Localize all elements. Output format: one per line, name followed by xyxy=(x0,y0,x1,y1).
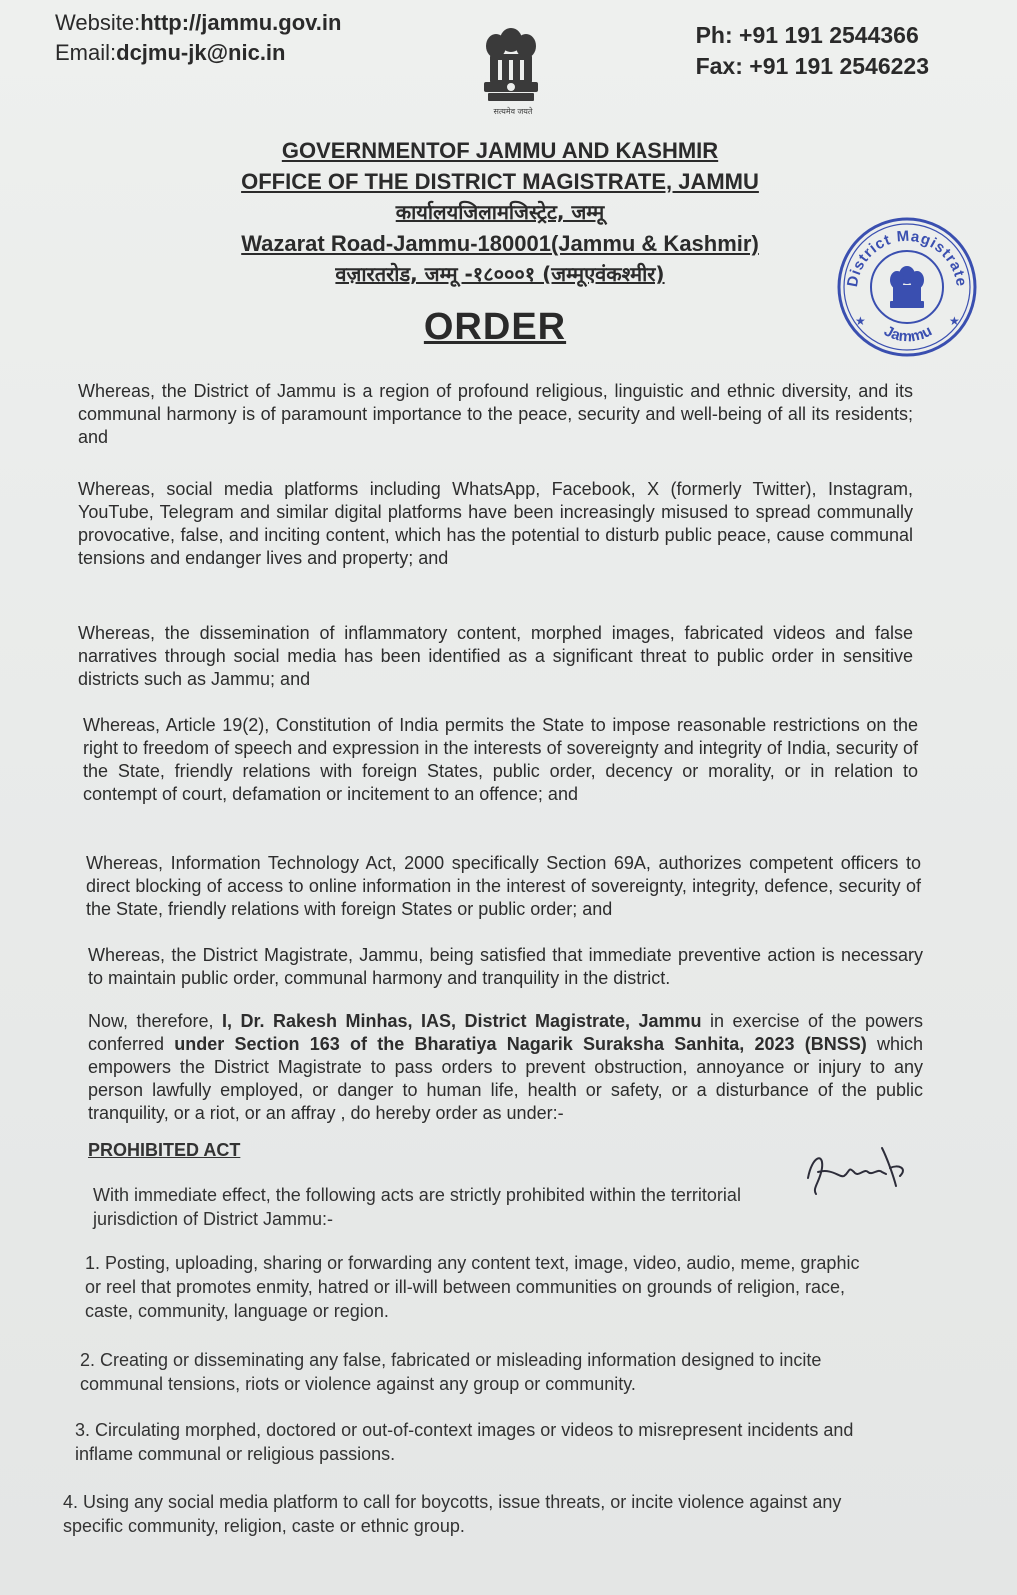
paragraph-2: Whereas, social media platforms including WhatsApp, Facebook, X (formerly Twitter), Instagram, YouTube, Telegram and similar digital platforms have been increasingly misused to spread communally provocative, false, and inciting content, which has the potential to disturb public peace, cause communal tensions and endanger lives and property; and xyxy=(78,479,913,568)
website-row xyxy=(55,8,341,38)
prohibited-intro: With immediate effect, the following acts are strictly prohibited within the territorial jurisdiction of District Jammu:- xyxy=(93,1185,741,1229)
prohibited-item-4: 4. Using any social media platform to call for boycotts, issue threats, or incite violence against any specific community, religion, caste or ethnic group. xyxy=(63,1492,842,1536)
seal-bottom-text: Jammu xyxy=(881,322,935,346)
contact-left xyxy=(55,8,341,68)
government-title: GOVERNMENTOF JAMMU AND KASHMIR xyxy=(281,138,719,163)
svg-text:Jammu xyxy=(881,322,935,345)
prohibited-item-2: 2. Creating or disseminating any false, fabricated or misleading information designed to incite communal tensions, riots or violence against any group or community. xyxy=(80,1350,822,1394)
national-emblem-icon xyxy=(468,18,554,116)
website-label: Website: xyxy=(55,10,141,35)
p7-legal-section: under Section 163 of the Bharatiya Nagarik Suraksha Sanhita, 2023 (BNSS) xyxy=(174,1034,867,1054)
p7-officer-name: I, Dr. Rakesh Minhas, IAS, District Magistrate, Jammu xyxy=(222,1011,702,1031)
phone-number: Ph: +91 191 2544366 xyxy=(695,22,919,48)
paragraph-4: Whereas, Article 19(2), Constitution of India permits the State to impose reasonable restrictions on the right to freedom of speech and expression in the interests of sovereignty and integrity of India, security of the State, friendly relations with foreign States, public order, decency or morality, or in relation to contempt of court, defamation or incitement to an offence; and xyxy=(83,715,918,804)
p7-part-a: Now, therefore, xyxy=(88,1011,223,1031)
emblem-motto: सत्यमेव जयते xyxy=(493,107,533,116)
order-title: ORDER xyxy=(423,306,567,348)
paragraph-5: Whereas, Information Technology Act, 2000 specifically Section 69A, authorizes competent officers to direct blocking of access to online information in the interest of sovereignty, integrity, defence, security of the State, friendly relations with foreign States or public order; and xyxy=(86,853,921,919)
paragraph-6: Whereas, the District Magistrate, Jammu, being satisfied that immediate preventive action is necessary to maintain public order, communal harmony and tranquility in the district. xyxy=(88,945,923,988)
prohibited-item-3: 3. Circulating morphed, doctored or out-of-context images or videos to misrepresent incidents and inflame communal or religious passions. xyxy=(75,1420,854,1464)
paragraph-7 xyxy=(88,1010,923,1125)
office-address: Wazarat Road-Jammu-180001(Jammu & Kashmir) xyxy=(241,231,759,256)
prohibited-item-1: 1. Posting, uploading, sharing or forwarding any content text, image, video, audio, meme, graphic or reel that promotes enmity, hatred or ill-will between communities on grounds of religion, race, caste, community, language or region. xyxy=(85,1253,860,1321)
p7-part-c: in exercise of the powers conferred xyxy=(88,1011,923,1054)
p7-part-e: which empowers the District Magistrate to pass orders to prevent obstruction, annoyance or injury to any person lawfully employed, or danger to human life, health or safety, or a disturbance of the public tranquility, or a riot, or an affray , do hereby order as under:- xyxy=(88,1034,923,1123)
office-title: OFFICE OF THE DISTRICT MAGISTRATE, JAMMU xyxy=(241,169,759,194)
email-link[interactable]: dcjmu-jk@nic.in xyxy=(116,40,286,65)
svg-text:★: ★ xyxy=(949,314,960,328)
email-label: Email: xyxy=(55,40,117,65)
svg-text:★: ★ xyxy=(855,314,866,328)
fax-number: Fax: +91 191 2546223 xyxy=(695,53,929,79)
prohibited-act-heading: PROHIBITED ACT xyxy=(88,1140,241,1160)
contact-right xyxy=(696,20,929,82)
office-address-hindi: वज़ारतरोड, जम्मू -१८०००१ (जम्मूएवंकश्मीर) xyxy=(335,262,665,286)
paragraph-3: Whereas, the dissemination of inflammatory content, morphed images, fabricated videos and false narratives through social media has been identified as a significant threat to public order in sensitive districts such as Jammu; and xyxy=(78,623,913,689)
website-link[interactable]: http://jammu.gov.in xyxy=(140,10,342,35)
seal-top-text: District Magistrate xyxy=(843,227,970,289)
office-title-hindi: कार्यालयजिलामजिस्ट्रेट, जम्मू xyxy=(395,200,605,224)
handwritten-signature-icon xyxy=(798,1138,918,1208)
email-row xyxy=(55,38,341,68)
office-title-block xyxy=(150,135,850,290)
district-magistrate-seal-icon xyxy=(833,213,981,361)
paragraph-1: Whereas, the District of Jammu is a region of profound religious, linguistic and ethnic diversity, and its communal harmony is of paramount importance to the peace, security and well-being of all its residents; and xyxy=(78,381,913,447)
